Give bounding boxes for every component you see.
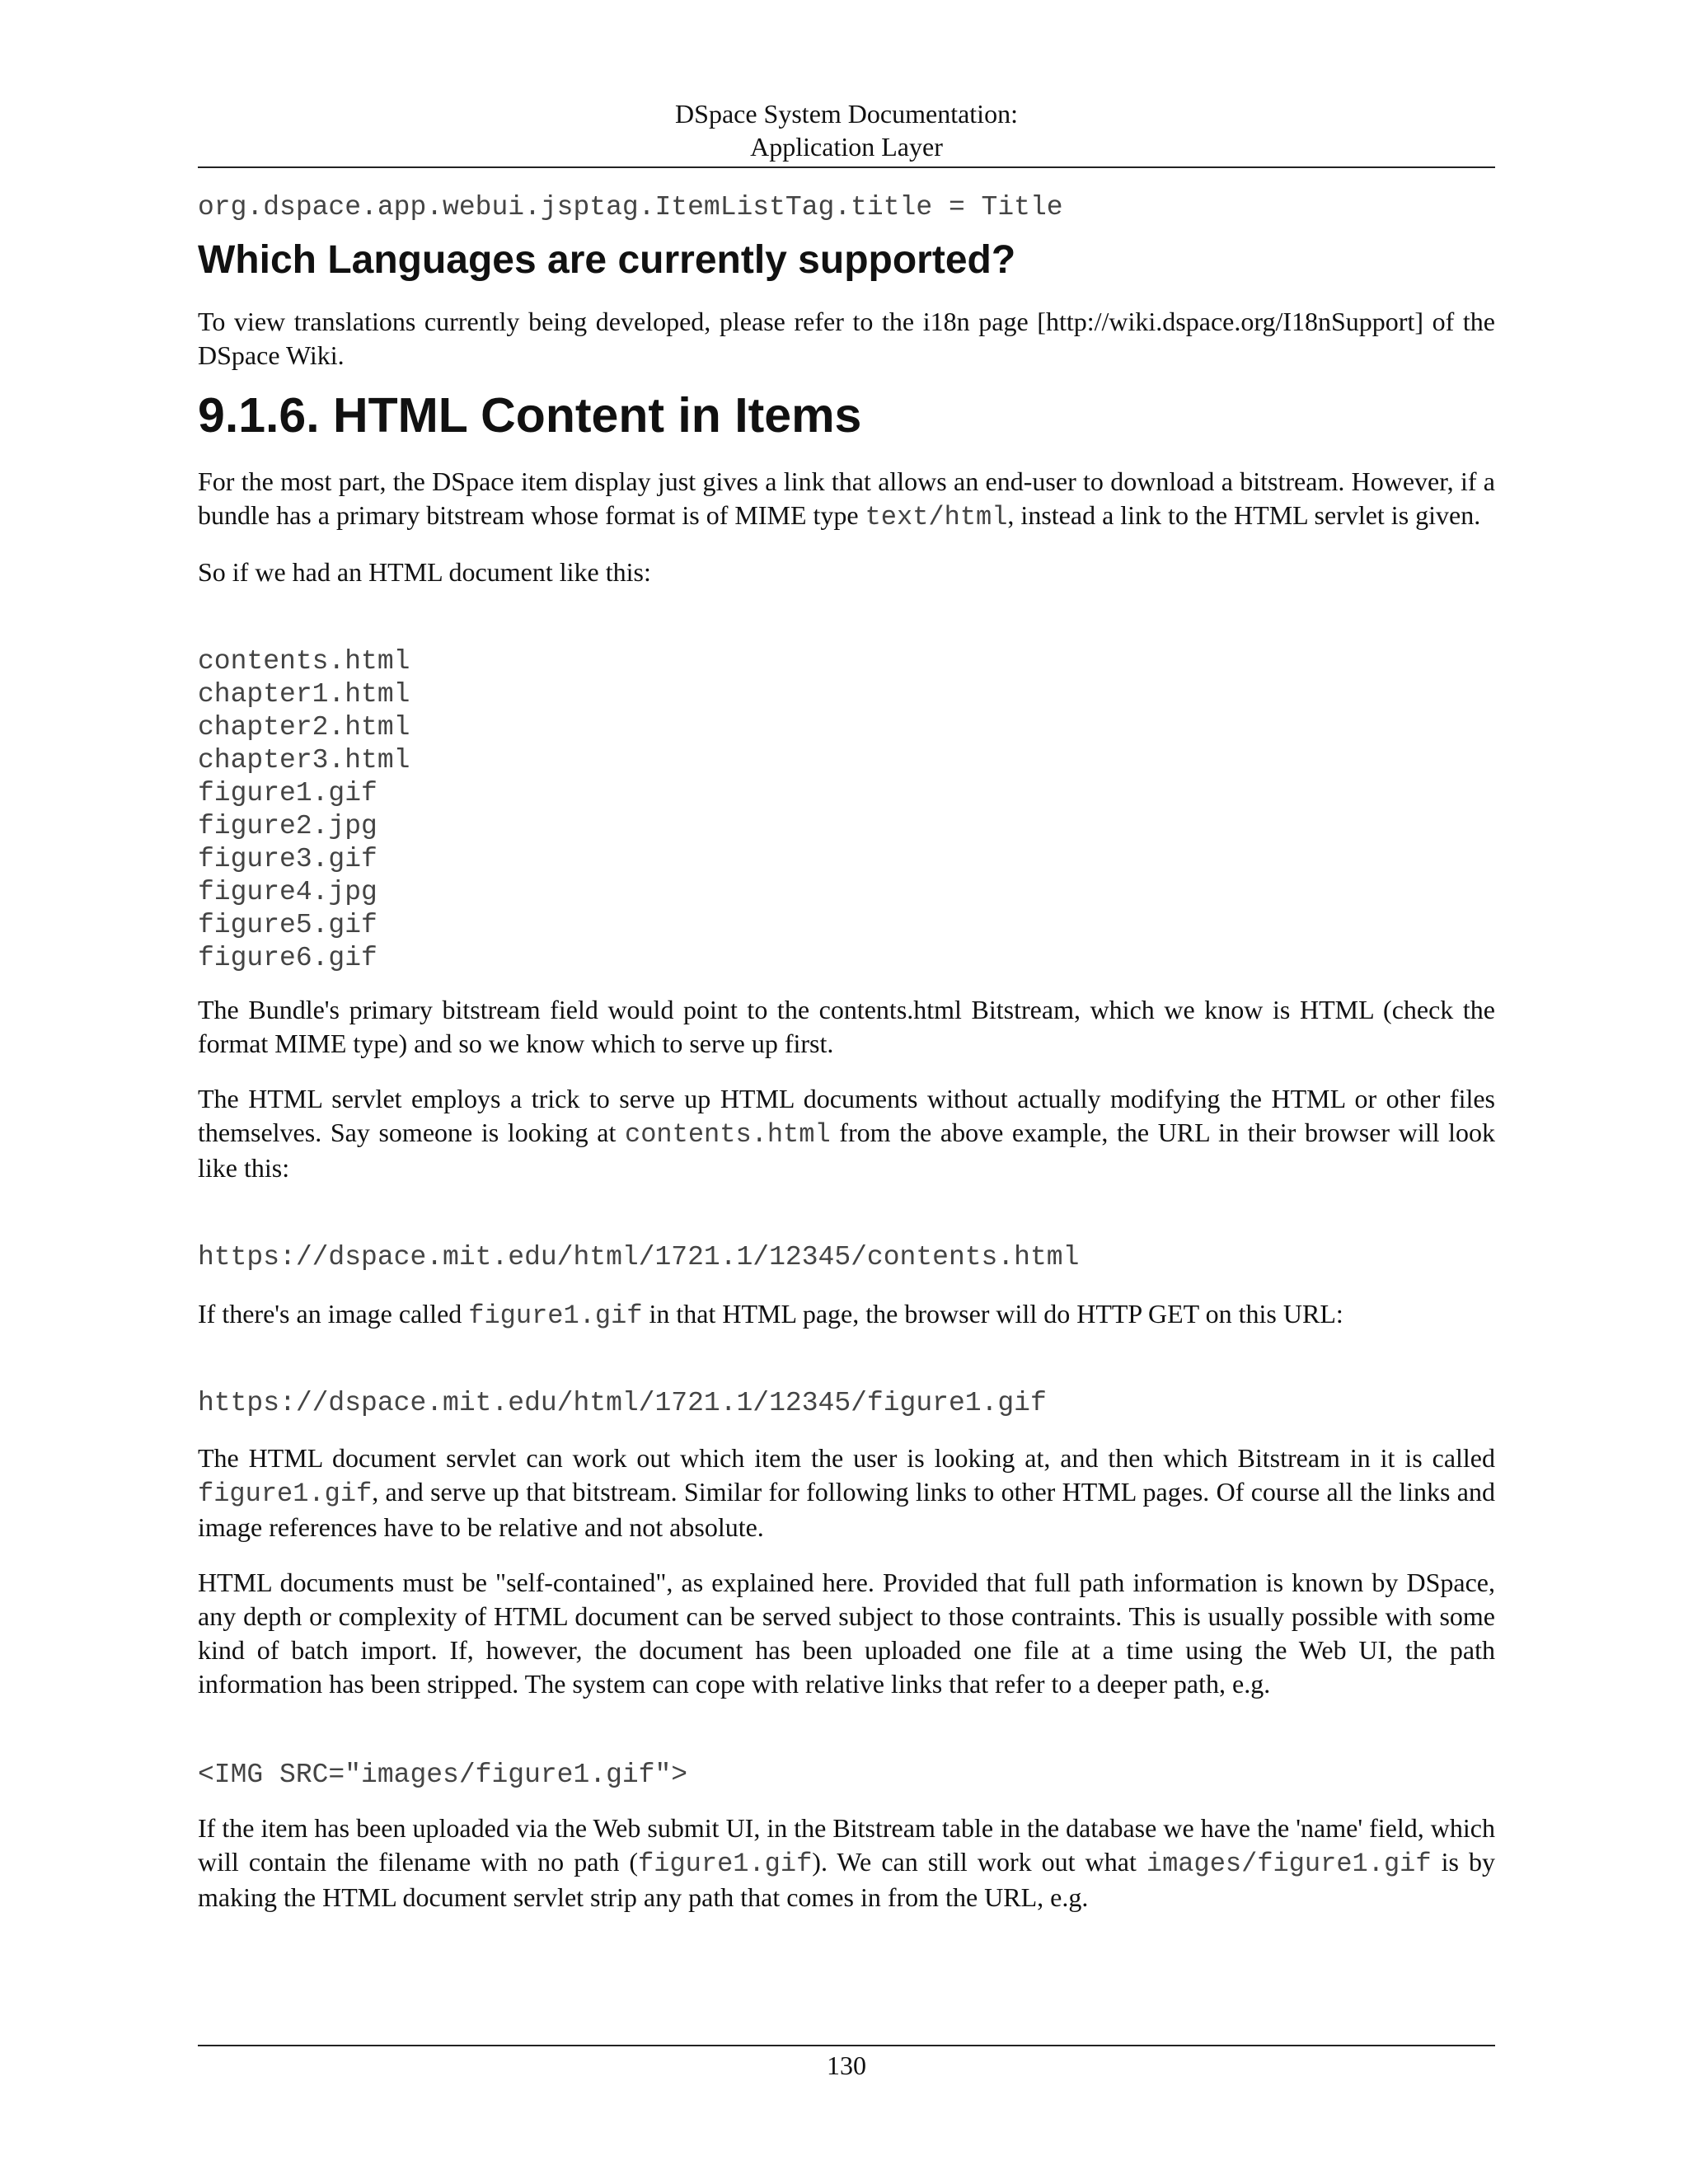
p6-text-after: , and serve up that bitstream. Similar for following links to other HTML pages. Of course all the links and image references have to be relative and not absolute. bbox=[198, 1477, 1495, 1542]
code-contents-url: https://dspace.mit.edu/html/1721.1/12345/contents.html bbox=[198, 1242, 1080, 1272]
file-list-item: figure6.gif bbox=[198, 943, 377, 973]
p8-inline-code-filename: figure1.gif bbox=[638, 1849, 813, 1879]
p6-inline-code: figure1.gif bbox=[198, 1479, 373, 1509]
code-figure-url: https://dspace.mit.edu/html/1721.1/12345/figure1.gif bbox=[198, 1388, 1047, 1418]
code-item-list-tag-title: org.dspace.app.webui.jsptag.ItemListTag.title = Title bbox=[198, 192, 1063, 223]
paragraph-document-servlet bbox=[198, 1441, 1495, 1544]
heading-html-content-in-items: 9.1.6. HTML Content in Items bbox=[198, 388, 862, 443]
file-list-item: figure5.gif bbox=[198, 910, 377, 940]
file-list-item: figure3.gif bbox=[198, 844, 377, 874]
p1-inline-code: text/html bbox=[865, 502, 1008, 532]
header-rule bbox=[198, 166, 1495, 168]
code-img-tag: <IMG SRC="images/figure1.gif"> bbox=[198, 1760, 688, 1790]
p4-text-after: from the above example, the URL in their browser will look like this: bbox=[198, 1118, 1496, 1183]
footer-rule bbox=[198, 2045, 1495, 2046]
file-list-item: figure1.gif bbox=[198, 778, 377, 808]
paragraph-html-servlet-trick bbox=[198, 1082, 1495, 1185]
file-list-item: figure4.jpg bbox=[198, 877, 377, 907]
file-list-item: figure2.jpg bbox=[198, 811, 377, 841]
p4-text-before: The HTML servlet employs a trick to serve up HTML documents without actually modifying the HTML or other files themselves. Say someone is looking at bbox=[198, 1084, 1495, 1147]
page-content bbox=[198, 191, 1495, 1915]
p1-text-after: , instead a link to the HTML servlet is given. bbox=[1007, 500, 1481, 530]
paragraph-web-submit-ui bbox=[198, 1811, 1495, 1915]
paragraph-html-document-intro: So if we had an HTML document like this: bbox=[198, 557, 651, 587]
p5-text-after: in that HTML page, the browser will do HTTP GET on this URL: bbox=[642, 1299, 1343, 1329]
p8-text-before: If the item has been uploaded via the Web submit UI, in the Bitstream table in the database we have the 'name' field, which will contain the filename with no path ( bbox=[198, 1813, 1495, 1877]
p5-text-before: If there's an image called bbox=[198, 1299, 469, 1329]
running-header bbox=[198, 97, 1495, 163]
p8-text-mid: ). We can still work out what bbox=[812, 1847, 1146, 1877]
file-list-item: chapter2.html bbox=[198, 712, 410, 743]
heading-languages-supported: Which Languages are currently supported? bbox=[198, 238, 1016, 282]
file-list-item: chapter1.html bbox=[198, 679, 410, 710]
file-list-code-block bbox=[198, 645, 1495, 975]
paragraph-translations: To view translations currently being developed, please refer to the i18n page [http://wiki.dspace.org/I18nSupport] of the DSpace Wiki. bbox=[198, 307, 1495, 370]
p4-inline-code: contents.html bbox=[625, 1119, 831, 1150]
document-page bbox=[198, 0, 1495, 2184]
page-number: 130 bbox=[827, 2050, 866, 2080]
header-title-line1: DSpace System Documentation: bbox=[675, 99, 1018, 129]
p1-text-before: For the most part, the DSpace item display just gives a link that allows an end-user to download a bitstream. However, if a bundle has a primary bitstream whose format is of MIME type bbox=[198, 466, 1495, 530]
paragraph-self-contained: HTML documents must be "self-contained", as explained here. Provided that full path information is known by DSpace, any depth or complexity of HTML document can be served subject to those contraints. This is usually possible with some kind of batch import. If, however, the document has been uploaded one file at a time using the Web UI, the path information has been stripped. The system can cope with relative links that refer to a deeper path, e.g. bbox=[198, 1568, 1495, 1699]
file-list-item: contents.html bbox=[198, 646, 410, 677]
p8-text-after: is by making the HTML document servlet strip any path that comes in from the URL, e.g. bbox=[198, 1847, 1496, 1912]
header-title-line2: Application Layer bbox=[750, 132, 943, 162]
paragraph-image-get bbox=[198, 1297, 1495, 1333]
p5-inline-code: figure1.gif bbox=[468, 1301, 643, 1331]
p6-text-before: The HTML document servlet can work out which item the user is looking at, and then which Bitstream in it is called bbox=[198, 1443, 1495, 1473]
paragraph-item-display bbox=[198, 465, 1495, 534]
paragraph-primary-bitstream: The Bundle's primary bitstream field would point to the contents.html Bitstream, which we know is HTML (check the format MIME type) and so we know which to serve up first. bbox=[198, 995, 1495, 1058]
file-list-item: chapter3.html bbox=[198, 745, 410, 776]
p8-inline-code-path: images/figure1.gif bbox=[1146, 1849, 1432, 1879]
